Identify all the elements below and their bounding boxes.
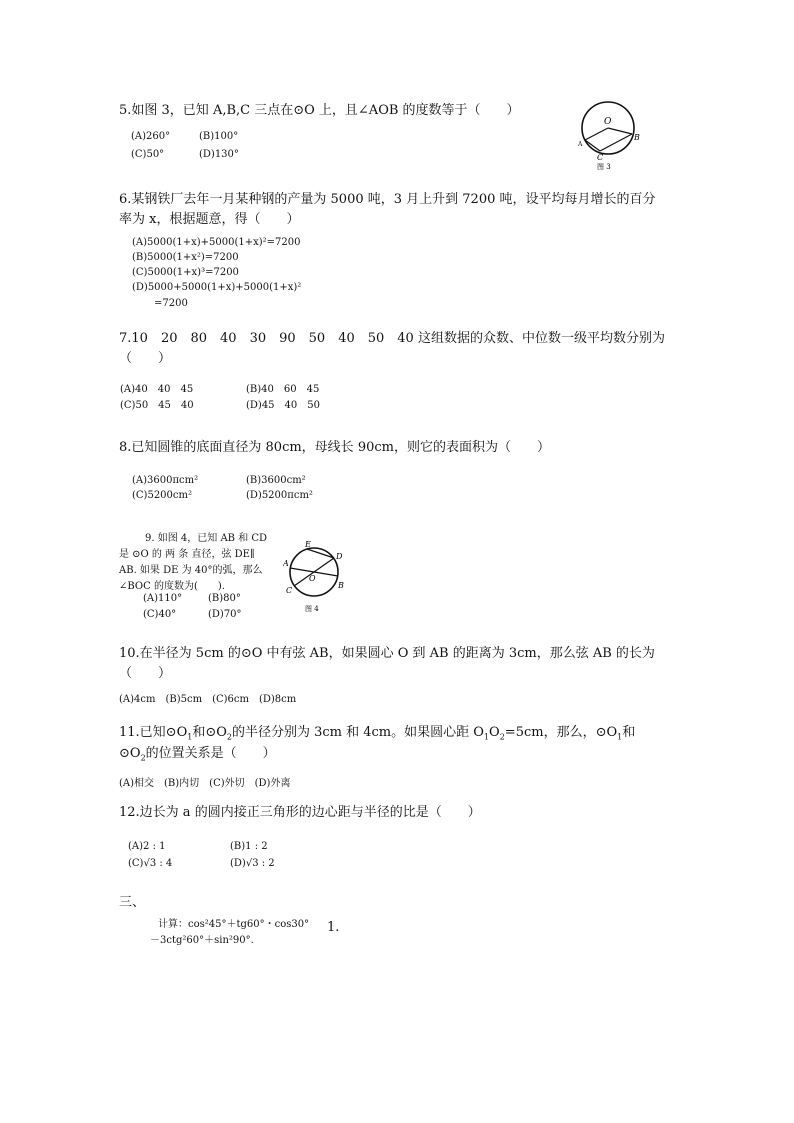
q7-question-line2: （ ）: [119, 351, 172, 366]
calc-question-number: 1.: [327, 920, 340, 935]
q6-option-c: (C)5000(1+x)³=7200: [132, 267, 239, 278]
q9-option-d: (D)70°: [208, 609, 242, 620]
figure-4-label-d: D: [336, 552, 343, 561]
q7-option-b: (B)40 60 45: [246, 384, 320, 395]
q8-question: 8.已知圆锥的底面直径为 80cm，母线长 90cm，则它的表面积为（ ）: [119, 440, 550, 455]
figure-3-label-a: A: [578, 141, 583, 148]
q12-option-b: (B)1 : 2: [230, 841, 268, 852]
q8-option-d: (D)5200πcm²: [246, 490, 313, 501]
q7-option-d: (D)45 40 50: [246, 400, 320, 411]
q10-question-line1: 10.在半径为 5cm 的⊙O 中有弦 AB，如果圆心 O 到 AB 的距离为 3cm，那么弦 AB 的长为: [119, 646, 655, 661]
q9-option-a: (A)110°: [143, 593, 183, 604]
figure-4-caption: 图 4: [305, 605, 319, 613]
q9-line4: ∠BOC 的度数为( ).: [119, 581, 225, 592]
calc-expression-line1: 计算：cos²45°＋tg60°・cos30°: [158, 919, 310, 930]
q5-question: 5.如图 3，已知 A,B,C 三点在⊙O 上，且∠AOB 的度数等于（ ）: [119, 103, 520, 118]
q12-option-c: (C)√3 : 4: [128, 858, 173, 869]
q11-question-line2: $⊙O_2$的位置关系是（ ）: [119, 746, 276, 763]
calc-expression-line2: －3ctg²60°＋sin²90°.: [150, 935, 254, 946]
q9-option-b: (B)80°: [208, 593, 241, 604]
q8-option-b: (B)3600cm²: [246, 475, 306, 486]
section-3-heading: 三、: [119, 895, 146, 910]
q9-line1: 9. 如图 4，已知 AB 和 CD: [145, 533, 268, 544]
q8-option-a: (A)3600πcm²: [132, 475, 199, 486]
figure-3-label-c: C: [597, 153, 604, 162]
q9-line2: 是 ⊙O 的 两 条 直径，弦 DE∥: [119, 549, 255, 560]
q12-option-d: (D)√3 : 2: [230, 858, 275, 869]
figure-3-label-o: O: [604, 117, 612, 127]
figure-3-circle-diagram: [578, 96, 644, 172]
q8-option-c: (C)5200cm²: [132, 490, 192, 501]
q5-option-d: (D)130°: [199, 149, 239, 160]
q5-option-c: (C)50°: [131, 149, 165, 160]
q10-question-line2: （ ）: [119, 666, 172, 681]
q6-option-b: (B)5000(1+x²)=7200: [132, 252, 239, 263]
figure-4-label-e: E: [305, 540, 311, 549]
figure-3-label-b: B: [634, 133, 640, 142]
q6-option-d: (D)5000+5000(1+x)+5000(1+x)²: [132, 282, 302, 293]
q6-question-line2: 率为 x，根据题意，得（ ）: [119, 212, 300, 227]
q6-question-line1: 6.某钢铁厂去年一月某种钢的产量为 5000 吨，3 月上升到 7200 吨，设平均每月增长的百分: [119, 192, 656, 207]
figure-4-label-c: C: [286, 586, 293, 595]
figure-3-radius-oa: [585, 128, 608, 140]
q7-option-c: (C)50 45 40: [120, 400, 194, 411]
q9-option-c: (C)40°: [143, 609, 177, 620]
q11-options: (A)相交 (B)内切 (C)外切 (D)外离: [119, 778, 291, 789]
q7-question-line1: 7.10 20 80 40 30 90 50 40 50 40 这组数据的众数、中位数一级平均数分别为: [119, 331, 665, 346]
figure-4-label-o: O: [309, 574, 316, 583]
q5-option-b: (B)100°: [199, 131, 239, 142]
figure-4-circle-diagram: [283, 538, 349, 618]
q9-line3: AB. 如果 DE 为 40°的弧，那么: [119, 565, 263, 576]
figure-3-caption: 图 3: [597, 163, 611, 171]
figure-3-chord-cb: [600, 134, 632, 151]
figure-4-label-a: A: [283, 559, 289, 568]
q12-option-a: (A)2 : 1: [128, 841, 166, 852]
q12-question: 12.边长为 a 的圆内接正三角形的边心距与半径的比是（ ）: [119, 805, 481, 820]
q11-question-line1: 11.已知$⊙O_1$和$⊙O_2$的半径分别为 3cm 和 4cm。如果圆心距 $O_1O_2=5cm$，那么，$⊙O_1$和: [119, 725, 636, 742]
q7-option-a: (A)40 40 45: [120, 384, 194, 395]
q5-option-a: (A)260°: [131, 131, 171, 142]
figure-3-radius-ob: [608, 128, 632, 134]
figure-4-label-b: B: [338, 581, 344, 590]
q6-option-d-continued: =7200: [154, 298, 188, 309]
q6-option-a: (A)5000(1+x)+5000(1+x)²=7200: [132, 237, 301, 248]
q10-options: (A)4cm (B)5cm (C)6cm (D)8cm: [119, 694, 297, 705]
